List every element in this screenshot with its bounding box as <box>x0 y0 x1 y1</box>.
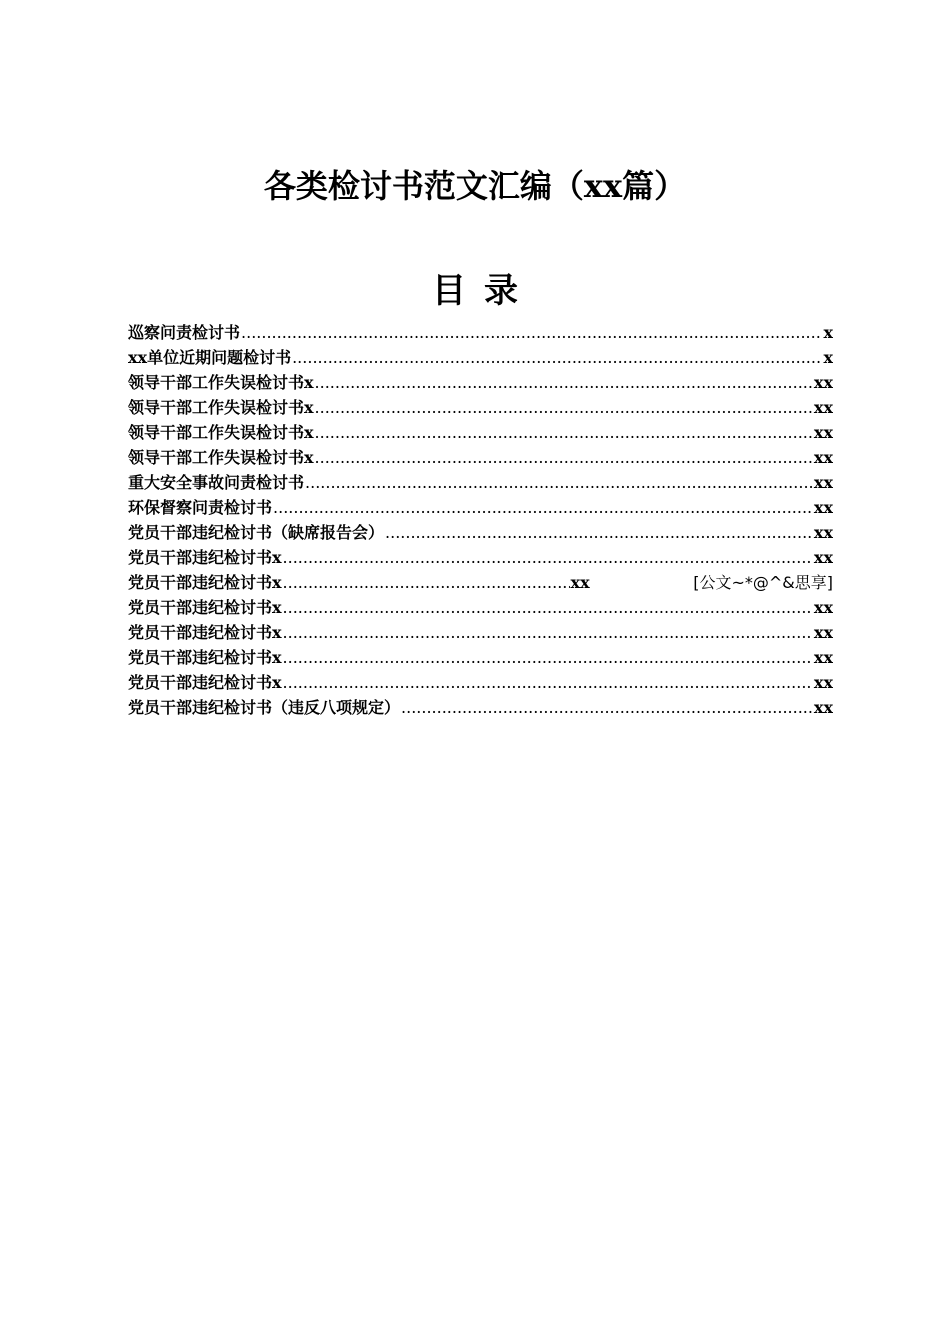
toc-leader-dots <box>315 420 813 445</box>
watermark-note: [公文~*@^&思享] <box>693 573 833 592</box>
toc-entry-title: 党员干部违纪检讨书x <box>128 548 282 567</box>
toc-entry-title: 党员干部违纪检讨书x <box>128 598 282 617</box>
toc-entry-page: xx <box>570 573 590 592</box>
toc-entry-page: xx <box>813 423 833 442</box>
toc-leader-dots <box>283 645 813 670</box>
document-title: 各类检讨书范文汇编（xx篇） <box>263 167 687 205</box>
toc-entry-page: xx <box>813 623 833 642</box>
toc-entry[interactable] <box>128 370 833 395</box>
toc-entry[interactable] <box>128 595 833 620</box>
toc-entry-title: 党员干部违纪检讨书x <box>128 673 282 692</box>
toc-entry[interactable] <box>128 670 833 695</box>
toc-leader-dots <box>283 620 813 645</box>
toc-entry-page: xx <box>813 498 833 517</box>
table-of-contents <box>128 320 833 720</box>
toc-entry[interactable] <box>128 320 833 345</box>
toc-entry-title: 党员干部违纪检讨书（违反八项规定） <box>128 698 401 717</box>
toc-entry-title: 党员干部违纪检讨书x <box>128 648 282 667</box>
toc-entry-page: xx <box>813 448 833 467</box>
toc-entry-title: 党员干部违纪检讨书x <box>128 573 282 592</box>
toc-entry[interactable] <box>128 645 833 670</box>
toc-leader-dots <box>385 520 813 545</box>
toc-entry-page: xx <box>813 398 833 417</box>
toc-leader-dots <box>273 495 813 520</box>
toc-entry-title: 领导干部工作失误检讨书x <box>128 373 314 392</box>
toc-leader-dots <box>283 595 813 620</box>
toc-entry-title: 重大安全事故问责检讨书 <box>128 473 305 492</box>
toc-entry[interactable] <box>128 495 833 520</box>
toc-heading: 目录 <box>432 271 536 311</box>
toc-leader-dots <box>241 320 822 345</box>
toc-entry-page: xx <box>813 598 833 617</box>
toc-entry-title: 环保督察问责检讨书 <box>128 498 273 517</box>
toc-entry-title: 巡察问责检讨书 <box>128 323 241 342</box>
toc-entry-title: xx单位近期问题检讨书 <box>128 348 292 367</box>
toc-leader-dots <box>315 395 813 420</box>
toc-entry-page: xx <box>813 473 833 492</box>
toc-entry-title: 领导干部工作失误检讨书x <box>128 423 314 442</box>
toc-entry-title: 党员干部违纪检讨书x <box>128 623 282 642</box>
toc-entry[interactable] <box>128 695 833 720</box>
toc-entry-page: xx <box>813 698 833 717</box>
toc-entry-page: xx <box>813 523 833 542</box>
toc-entry[interactable] <box>128 545 833 570</box>
toc-leader-dots <box>315 445 813 470</box>
toc-entry-title: 党员干部违纪检讨书（缺席报告会） <box>128 523 385 542</box>
toc-entry-title: 领导干部工作失误检讨书x <box>128 448 314 467</box>
toc-leader-dots <box>283 545 813 570</box>
toc-leader-dots <box>283 570 570 595</box>
toc-entry[interactable] <box>128 445 833 470</box>
toc-entry-title: 领导干部工作失误检讨书x <box>128 398 314 417</box>
toc-entry[interactable] <box>128 345 833 370</box>
toc-leader-dots <box>315 370 813 395</box>
toc-entry[interactable] <box>128 620 833 645</box>
toc-leader-dots <box>292 345 822 370</box>
toc-entry-page: xx <box>813 648 833 667</box>
toc-entry[interactable] <box>128 520 833 545</box>
toc-entry-page: xx <box>813 673 833 692</box>
toc-entry[interactable] <box>128 420 833 445</box>
toc-entry-page: xx <box>813 548 833 567</box>
toc-entry[interactable] <box>128 395 833 420</box>
toc-leader-dots <box>283 670 813 695</box>
toc-entry-page: x <box>823 323 833 342</box>
toc-leader-dots <box>401 695 813 720</box>
toc-entry-page: x <box>823 348 833 367</box>
toc-entry[interactable] <box>128 570 833 595</box>
toc-entry[interactable] <box>128 470 833 495</box>
toc-leader-dots <box>305 470 813 495</box>
toc-entry-page: xx <box>813 373 833 392</box>
